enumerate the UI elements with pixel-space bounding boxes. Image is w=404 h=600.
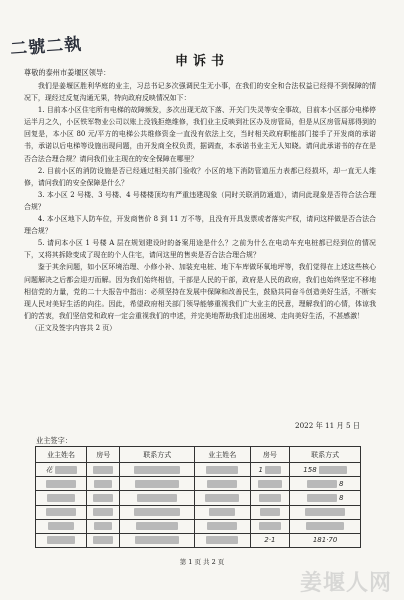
redaction-mark	[259, 494, 281, 502]
redaction-mark	[137, 494, 177, 502]
redaction-mark	[135, 480, 179, 488]
redaction-mark	[305, 508, 345, 516]
issue-4-paragraph: 4. 本小区地下人防车位，开发商售价 8 到 11 万不等，且没有开具发票或者落实产权，请问这样做是否合法合理合规？	[24, 215, 376, 236]
table-cell: 2·1	[250, 533, 290, 547]
redaction-mark	[207, 522, 237, 530]
redaction-mark	[265, 466, 281, 474]
table-cell	[195, 463, 251, 477]
issue-5-paragraph: 5. 请问本小区 1 号楼 A 层在规划建设时的备案用途是什么？之前为什么在电动车充电桩都已经到位的情况下，又将其拆除变成了现在的个人住宅，请问这里的售卖是否合法合理合规？	[24, 239, 376, 260]
column-header-contact: 联系方式	[120, 447, 195, 463]
table-cell	[120, 519, 195, 533]
redaction-mark	[306, 522, 344, 530]
redaction-mark	[319, 466, 347, 474]
table-cell	[250, 519, 290, 533]
page-note: （正文及签字内容共 2 页）	[30, 323, 117, 332]
issue-3-paragraph: 3. 本小区 2 号楼、3 号楼、4 号楼楼顶均有严重违建现象（同时关联消防通道），请问此现象是否符合法合理合规？	[24, 190, 376, 211]
table-row	[36, 477, 361, 491]
table-cell	[36, 477, 87, 491]
redaction-mark	[47, 536, 75, 544]
table-cell	[195, 491, 251, 505]
table-cell	[120, 533, 195, 547]
column-header-owner-name: 业主姓名	[195, 447, 251, 463]
table-cell	[290, 519, 361, 533]
table-cell	[87, 463, 120, 477]
table-cell	[250, 477, 290, 491]
conclusion-paragraph: 鉴于其余问题，如小区环境治理、小修小补、加装充电桩、地下车库做环氧地坪等，我们觉得在上述这些核心问题解决之后都会迎刃而解。因为我们始终相信，干部是人民的干部，政府是人民的政府，我们也始终坚定不移地相信党的力量，党的二十大报告中指出：必须坚持在发展中保障和改善民生，鼓励共同奋斗创造美好生活，不断实现人民对美好生活的向往。因此，希望政府相关部门领导能够重视我们广大业主的民意，理解我们的心情，体谅我们的苦衷，我们坚信党和政府一定会重视我们的申述，并完美地帮助我们走出困境、走向美好生活，不甚感激！	[24, 263, 376, 320]
table-cell	[195, 477, 251, 491]
column-header-owner-name: 业主姓名	[36, 447, 87, 463]
table-cell	[87, 533, 120, 547]
issue-1-paragraph: 1. 目前本小区住宅所有电梯的故障频发，多次出现无故下落、开关门失灵等安全事故，目前本小区部分电梯停运半月之久，小区铁军物业公司以账上没钱拒绝维修，我们业主反映到社区办及房管局，但是从区房管局那得到的回复是，本小区 80 元/平方的电梯公共维修资金一直没有依法上交，当时相关政府职能部门接手了开发商的承诺书，承诺以后电梯等设施出现问题，由开发商全权负责，据调查，本承诺书业主无人知晓。请问此承诺书的存在是否合法合理合规？请问我们业主现在的安全保障在哪里？	[24, 106, 376, 163]
table-cell	[87, 477, 120, 491]
redaction-mark	[307, 480, 337, 488]
signature-label: 业主签字：	[36, 436, 72, 445]
letter-date: 2022 年 11 月 5 日	[295, 421, 360, 430]
column-header-contact: 联系方式	[290, 447, 361, 463]
redaction-mark	[206, 536, 238, 544]
redaction-mark	[93, 466, 113, 474]
redaction-mark	[307, 494, 337, 502]
table-cell	[120, 505, 195, 519]
redaction-mark	[134, 508, 180, 516]
table-cell	[250, 505, 290, 519]
redaction-mark	[260, 508, 280, 516]
table-row	[36, 491, 361, 505]
table-cell	[36, 491, 87, 505]
table-cell: 158	[290, 463, 361, 477]
table-cell	[195, 533, 251, 547]
redaction-mark	[55, 466, 77, 474]
salutation: 尊敬的泰州市姜堰区领导：	[24, 68, 111, 77]
redaction-mark	[209, 508, 235, 516]
table-row	[36, 533, 361, 547]
table-cell	[120, 463, 195, 477]
redaction-mark	[206, 466, 238, 474]
redaction-mark	[93, 508, 113, 516]
table-cell: 1	[250, 463, 290, 477]
redaction-mark	[259, 522, 281, 530]
redaction-mark	[258, 480, 282, 488]
redaction-mark	[93, 536, 113, 544]
table-cell	[120, 477, 195, 491]
redaction-mark	[48, 522, 74, 530]
table-row	[36, 519, 361, 533]
table-cell	[195, 505, 251, 519]
table-cell	[120, 491, 195, 505]
redaction-mark	[134, 466, 180, 474]
site-watermark: 姜堰人网	[299, 571, 392, 596]
owner-signature-table	[35, 446, 361, 548]
redaction-mark	[136, 522, 178, 530]
redaction-mark	[93, 494, 113, 502]
table-header-row	[36, 447, 361, 463]
table-cell	[250, 491, 290, 505]
table-cell	[36, 519, 87, 533]
redaction-mark	[94, 522, 112, 530]
table-cell	[36, 505, 87, 519]
table-row	[36, 505, 361, 519]
letter-body	[24, 80, 376, 334]
redaction-mark	[135, 536, 179, 544]
redaction-mark	[207, 480, 237, 488]
table-cell	[36, 533, 87, 547]
redaction-mark	[205, 494, 239, 502]
table-cell: 8	[290, 477, 361, 491]
table-cell: 花	[36, 463, 87, 477]
redaction-mark	[46, 508, 76, 516]
table-cell	[87, 505, 120, 519]
redaction-mark	[47, 494, 75, 502]
table-cell	[195, 519, 251, 533]
column-header-room-number: 房号	[250, 447, 290, 463]
redaction-mark	[46, 480, 76, 488]
intro-paragraph: 我们是姜堰区胜利华庭的业主，习总书记多次强调民生无小事，在我们的安全和合法权益已经得不到保障的情况下，现经过反复沟通无果，特向政府反映情况如下：	[24, 82, 376, 103]
table-cell: 181·70	[290, 533, 361, 547]
table-cell	[87, 491, 120, 505]
handwritten-mark: 二號二執	[9, 34, 83, 60]
issue-2-paragraph: 2. 目前小区的消防设施是否已经通过相关部门验收？小区的地下消防管道压力表都已经损坏，却一直无人维修，请问我们的安全保障是什么？	[24, 166, 376, 187]
table-cell	[290, 505, 361, 519]
redaction-mark	[94, 480, 112, 488]
table-row	[36, 463, 361, 477]
table-cell	[87, 519, 120, 533]
document-title: 申诉书	[174, 54, 229, 69]
page-footer: 第 1 页 共 2 页	[179, 558, 225, 566]
column-header-room-number: 房号	[87, 447, 120, 463]
table-cell: 8	[290, 491, 361, 505]
